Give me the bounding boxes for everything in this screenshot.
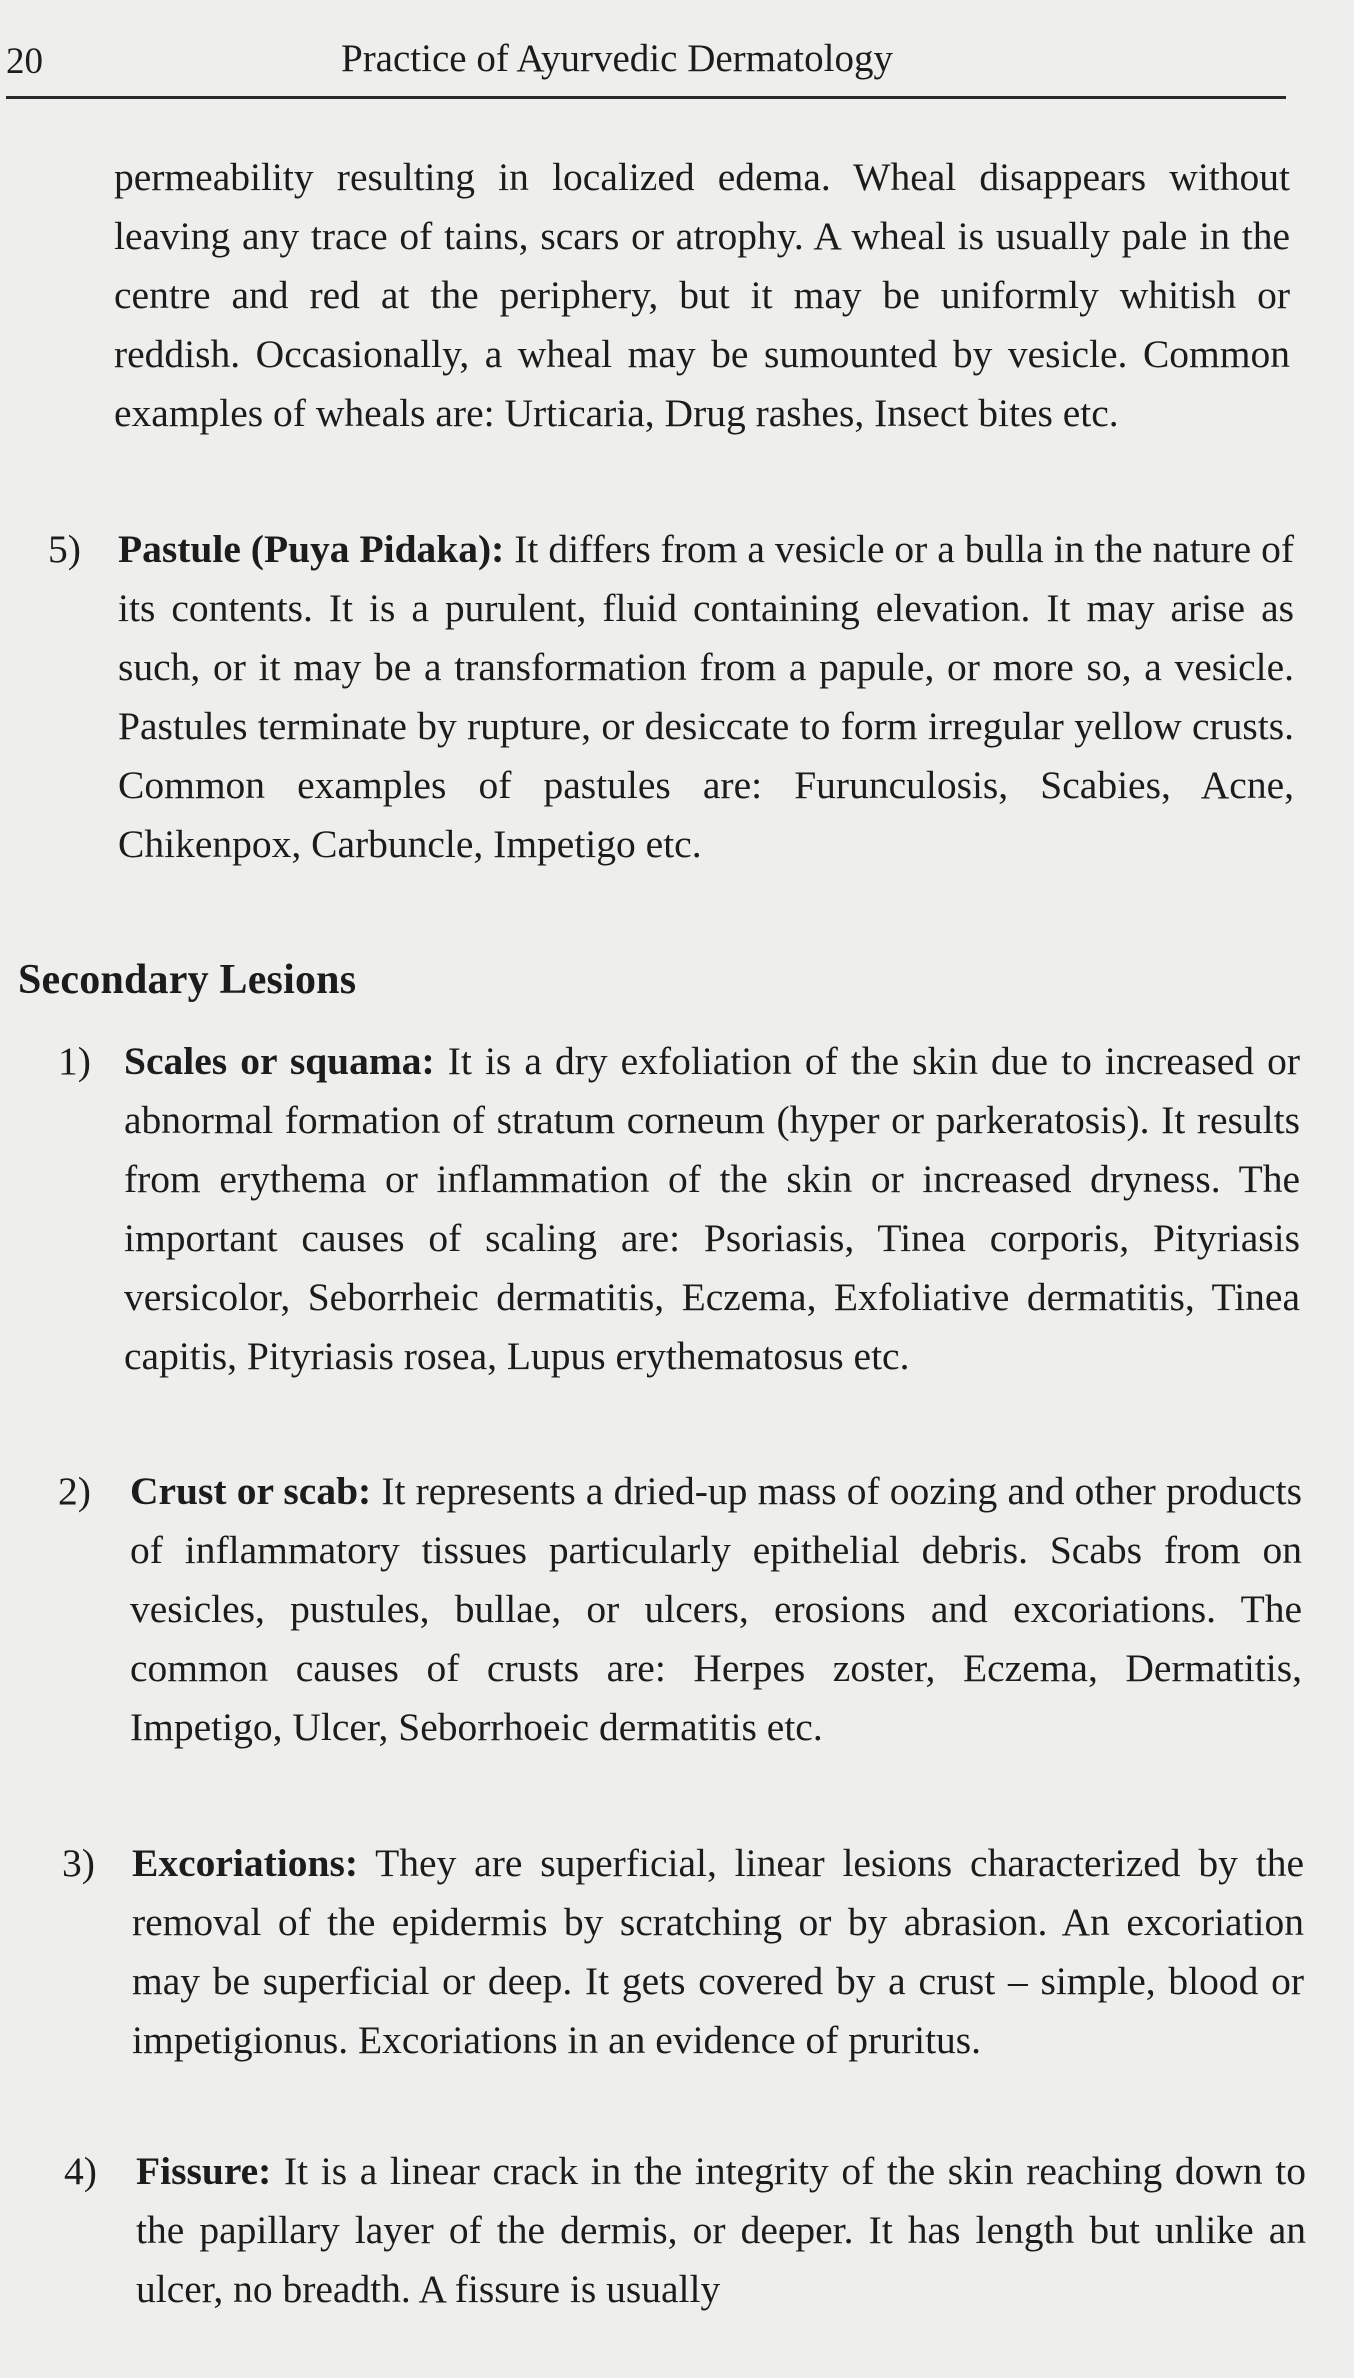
description: They are superficial, linear lesions characterized by the removal of the epidermis by scratching or by abrasion. An excoriation may be superficial or deep. It gets covered by a crust – simple, blood or impetigionus. Excoriations in an evidence of pruritus. (132, 1841, 1304, 2062)
list-item-number: 5) (48, 527, 81, 571)
page-number: 20 (6, 41, 43, 82)
term: Scales or squama: (124, 1039, 435, 1083)
description: It is a linear crack in the integrity of the skin reaching down to the papillary layer of the dermis, or deeper. It has length but unlike an ulcer, no breadth. A fissure is usually (136, 2149, 1306, 2311)
intro-paragraph: permeability resulting in localized edema. Wheal disappears without leaving any trace of tains, scars or atrophy. A wheal is usually pale in the centre and red at the periphery, but it may be uniformly whitish or reddish. Occasionally, a wheal may be sumounted by vesicle. Common examples of wheals are: Urticaria, Drug rashes, Insect bites etc. (114, 155, 1290, 435)
list-item-number: 1) (58, 1039, 91, 1083)
list-item-body (124, 1032, 1300, 1386)
term: Pastule (Puya Pidaka): (118, 527, 505, 571)
list-item-body (136, 2142, 1306, 2319)
description: It is a dry exfoliation of the skin due to increased or abnormal formation of stratum corneum (hyper or parkeratosis). It results from erythema or inflammation of the skin or increased dryness. The important causes of scaling are: Psoriasis, Tinea corporis, Pityriasis versicolor, Seborrheic dermatitis, Eczema, Exfoliative dermatitis, Tinea capitis, Pityriasis rosea, Lupus erythematosus etc. (124, 1039, 1300, 1378)
running-title: Practice of Ayurvedic Dermatology (341, 37, 893, 80)
list-item-number: 2) (58, 1469, 91, 1513)
list-item-number: 4) (64, 2149, 97, 2193)
list-item-body (130, 1462, 1302, 1757)
term: Excoriations: (132, 1841, 359, 1885)
description: It represents a dried-up mass of oozing and other products of inflammatory tissues particularly epithelial debris. Scabs from on vesicles, pustules, bullae, or ulcers, erosions and excoriations. The common causes of crusts are: Herpes zoster, Eczema, Dermatitis, Impetigo, Ulcer, Seborrhoeic dermatitis etc. (130, 1469, 1302, 1749)
term: Crust or scab: (130, 1469, 372, 1513)
running-header (6, 36, 1286, 99)
list-item-body (132, 1834, 1304, 2070)
term: Fissure: (136, 2149, 272, 2193)
list-item-number: 3) (62, 1841, 95, 1885)
description: It differs from a vesicle or a bulla in the nature of its contents. It is a purulent, fluid containing elevation. It may arise as such, or it may be a transformation from a papule, or more so, a vesicle. Pastules terminate by rupture, or desiccate to form irregular yellow crusts. Common examples of pastules are: Furunculosis, Scabies, Acne, Chikenpox, Carbuncle, Impetigo etc. (118, 527, 1294, 866)
list-item-body (118, 520, 1294, 874)
section-heading: Secondary Lesions (18, 957, 357, 1003)
